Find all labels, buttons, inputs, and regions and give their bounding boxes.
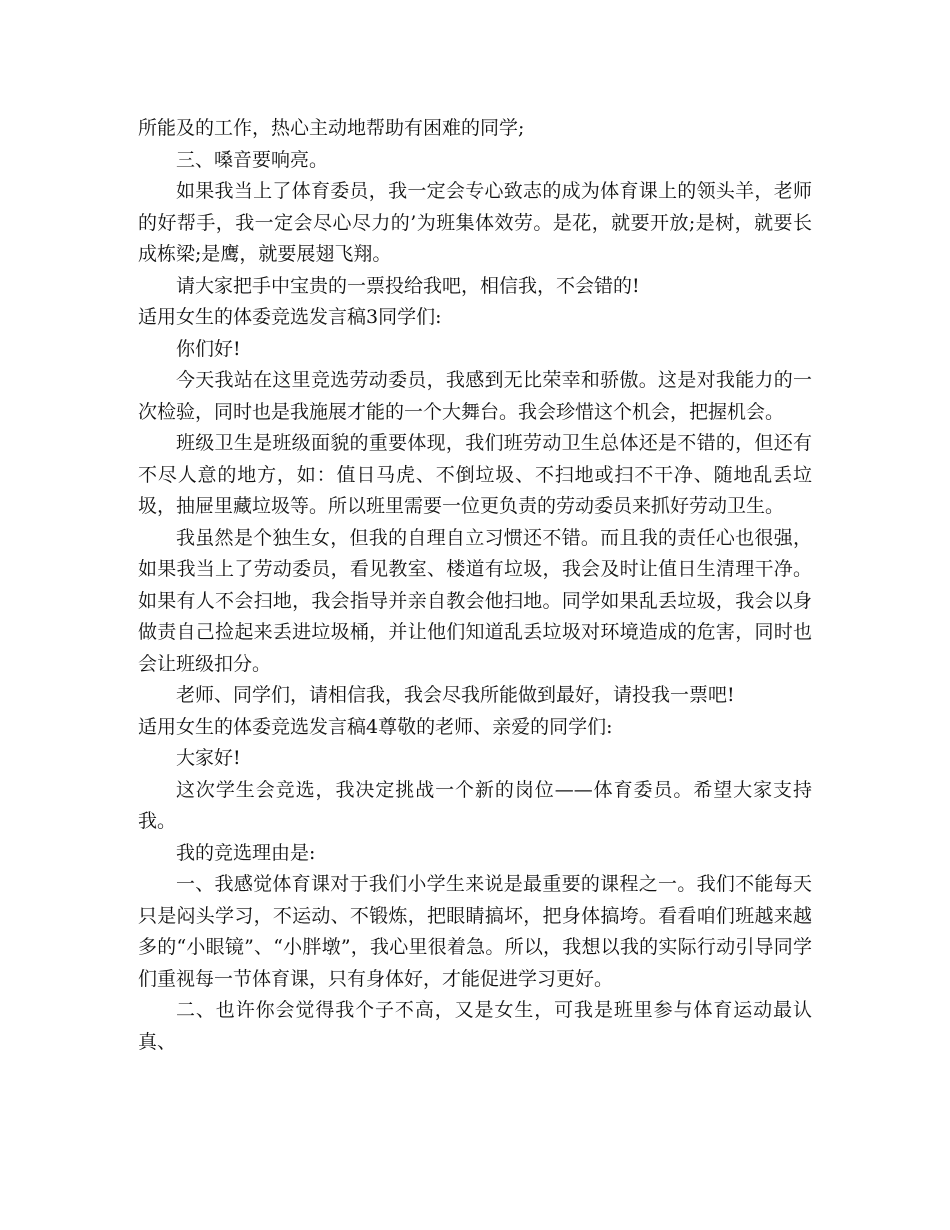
paragraph-7: 今天我站在这里竞选劳动委员，我感到无比荣幸和骄傲。这是对我能力的一次检验，同时也是我施展才能的一个大舞台。我会珍惜这个机会，把握机会。 <box>138 369 812 423</box>
section-heading-4: 适用女生的体委竞选发言稿4尊敬的老师、亲爱的同学们: <box>138 715 613 738</box>
paragraph-6: 你们好! <box>176 337 241 360</box>
paragraph-3: 如果我当上了体育委员，我一定会专心致志的成为体育课上的领头羊，老师的好帮手，我一定会尽心尽力的’为班集体效劳。是花，就要开放;是树，就要长成栋梁;是鹰，就要展翅飞翔。 <box>138 180 812 265</box>
paragraph-9: 我虽然是个独生女，但我的自理自立习惯还不错。而且我的责任心也很强，如果我当上了劳动委员，看见教室、楼道有垃圾，我会及时让值日生清理干净。如果有人不会扫地，我会指导并亲自教会他扫地。同学如果乱丢垃圾，我会以身做责自己捡起来丢进垃圾桶，并让他们知道乱丢垃圾对环境造成的危害，同时也会让班级扣分。 <box>138 526 812 675</box>
paragraph-12: 大家好! <box>176 747 241 769</box>
paragraph-13: 这次学生会竞选，我决定挑战一个新的岗位——体育委员。希望大家支持我。 <box>138 778 812 832</box>
paragraph-10: 老师、同学们，请相信我，我会尽我所能做到最好，请投我一票吧! <box>176 684 735 706</box>
paragraph-1: 所能及的工作，热心主动地帮助有困难的同学; <box>138 117 525 139</box>
paragraph-14: 我的竞选理由是: <box>176 841 316 864</box>
paragraph-15: 一、我感觉体育课对于我们小学生来说是最重要的课程之一。我们不能每天只是闷头学习，不运动、不锻炼，把眼睛搞坏，把身体搞垮。看看咱们班越来越多的“小眼镜”、“小胖墩”，我心里很着急。所以，我想以我的实际行动引导同学们重视每一节体育课，只有身体好，才能促进学习更好。 <box>138 873 812 990</box>
paragraph-2: 三、嗓音要响亮。 <box>176 148 329 171</box>
paragraph-8: 班级卫生是班级面貌的重要体现，我们班劳动卫生总体还是不错的，但还有不尽人意的地方，如：值日马虎、不倒垃圾、不扫地或扫不干净、随地乱丢垃圾，抽屉里藏垃圾等。所以班里需要一位更负责的劳动委员来抓好劳动卫生。 <box>138 432 812 517</box>
document-body <box>138 113 812 1058</box>
paragraph-4: 请大家把手中宝贵的一票投给我吧，相信我，不会错的! <box>176 274 640 297</box>
section-heading-3: 适用女生的体委竞选发言稿3同学们: <box>138 306 442 328</box>
paragraph-16: 二、也许你会觉得我个子不高，又是女生，可我是班里参与体育运动最认真、 <box>138 999 812 1053</box>
